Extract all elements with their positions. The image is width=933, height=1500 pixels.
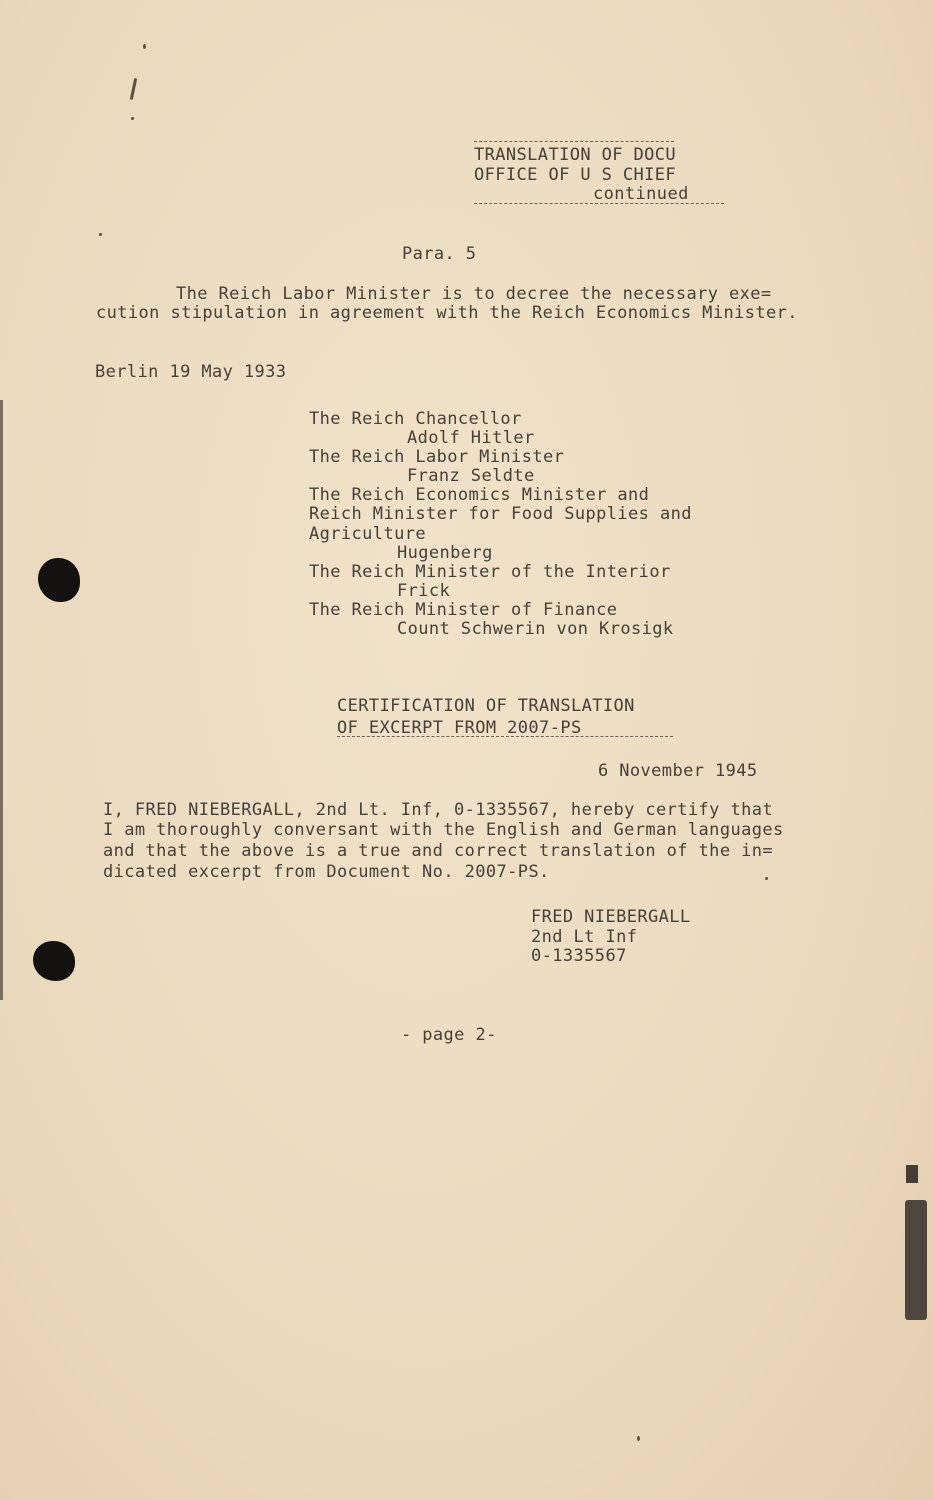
signatory-name: Frick (397, 581, 451, 601)
certification-body-line: and that the above is a true and correct translation of the in= (103, 841, 773, 861)
signatory-name: Hugenberg (397, 543, 493, 563)
header-line-2: OFFICE OF U S CHIEF (474, 165, 677, 185)
speck (131, 117, 134, 120)
signature-serial: 0-1335567 (531, 946, 627, 966)
signatory-title: Reich Minister for Food Supplies and (309, 504, 692, 524)
signatory-title: The Reich Chancellor (309, 409, 522, 429)
header-underline (474, 203, 724, 204)
scan-edge-right (905, 1200, 927, 1320)
punch-hole (33, 941, 75, 981)
signatory-title: The Reich Minister of Finance (309, 600, 618, 620)
signatory-name: Franz Seldte (407, 466, 535, 486)
certification-title-1: CERTIFICATION OF TRANSLATION (337, 696, 635, 716)
signatory-name: Count Schwerin von Krosigk (397, 619, 674, 639)
paragraph-line-1: The Reich Labor Minister is to decree the necessary exe= (176, 284, 772, 304)
certification-body-line: dicated excerpt from Document No. 2007-PS. (103, 862, 550, 882)
certification-body-line: I, FRED NIEBERGALL, 2nd Lt. Inf, 0-1335567, hereby certify that (103, 800, 773, 820)
signatory-title: Agriculture (309, 524, 426, 544)
scan-edge-right-mark (906, 1165, 918, 1183)
scan-edge-left (0, 400, 3, 1000)
place-date: Berlin 19 May 1933 (95, 362, 287, 382)
speck (143, 44, 146, 49)
signatory-name: Adolf Hitler (407, 428, 535, 448)
page-footer: - page 2- (401, 1025, 497, 1045)
certification-body-line: I am thoroughly conversant with the English and German languages (103, 820, 784, 840)
certification-date: 6 November 1945 (598, 761, 758, 781)
speck (765, 877, 768, 880)
signatory-title: The Reich Minister of the Interior (309, 562, 671, 582)
header-dash-rule (474, 141, 674, 142)
para-heading: Para. 5 (402, 244, 477, 264)
signatory-title: The Reich Labor Minister (309, 447, 565, 467)
speck (637, 1436, 640, 1441)
punch-hole (38, 558, 80, 602)
certification-title-2: OF EXCERPT FROM 2007-PS (337, 718, 582, 738)
signatory-title: The Reich Economics Minister and (309, 485, 650, 505)
signature-name: FRED NIEBERGALL (531, 907, 691, 927)
paragraph-line-2: cution stipulation in agreement with the Reich Economics Minister. (96, 303, 798, 323)
certification-underline (337, 736, 673, 737)
header-line-3: continued (593, 184, 689, 204)
signature-rank: 2nd Lt Inf (531, 927, 638, 947)
speck (99, 233, 102, 236)
header-line-1: TRANSLATION OF DOCU (474, 145, 677, 165)
